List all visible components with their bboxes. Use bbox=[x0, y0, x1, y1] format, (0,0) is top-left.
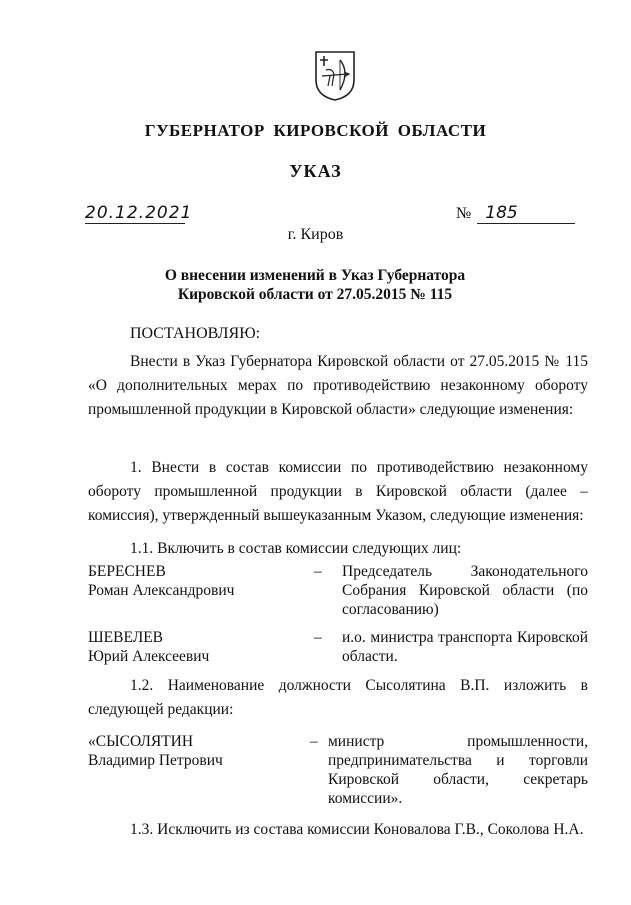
member-role: министр промышленности, предпринимательства и торговли Кировской области, секретарь комиссии». bbox=[328, 733, 588, 807]
document-number bbox=[456, 203, 584, 224]
number-value: 185 bbox=[477, 203, 575, 224]
document-subject bbox=[120, 266, 510, 304]
member-role: Председатель Законодательного Собрания Кировской области (по согласованию) bbox=[342, 563, 588, 618]
member-given-name: Владимир Петрович bbox=[88, 752, 223, 769]
coat-of-arms-icon bbox=[314, 50, 356, 102]
member-given-name: Роман Александрович bbox=[88, 582, 235, 599]
paragraph-1-2: 1.2. Наименование должности Сысолятина В.П. изложить в следующей редакции: bbox=[88, 677, 588, 718]
member-surname: «СЫСОЛЯТИН bbox=[88, 733, 194, 750]
number-label: № bbox=[456, 205, 472, 222]
subject-line-2: Кировской области от 27.05.2015 № 115 bbox=[177, 286, 453, 303]
paragraph-1-3: 1.3. Исключить из состава комиссии Коновалова Г.В., Соколова Н.А. bbox=[130, 821, 584, 838]
document-city: г. Киров bbox=[287, 226, 344, 243]
decree-word: ПОСТАНОВЛЯЮ: bbox=[130, 325, 261, 342]
member-entry bbox=[88, 628, 588, 668]
member-name bbox=[88, 562, 288, 600]
member-role: и.о. министра транспорта Кировской области. bbox=[342, 629, 588, 665]
member-name bbox=[88, 732, 288, 770]
member-entry bbox=[88, 562, 588, 622]
paragraph-1-1: 1.1. Включить в состав комиссии следующих лиц: bbox=[130, 540, 462, 557]
member-dash: – bbox=[314, 563, 322, 580]
member-surname: ШЕВЕЛЕВ bbox=[88, 629, 164, 646]
member-name bbox=[88, 628, 288, 666]
member-given-name: Юрий Алексеевич bbox=[88, 648, 210, 665]
subject-line-1: О внесении изменений в Указ Губернатора bbox=[164, 267, 466, 284]
document-type: УКАЗ bbox=[289, 161, 342, 181]
member-dash: – bbox=[314, 629, 322, 646]
member-dash: – bbox=[310, 733, 318, 750]
member-entry bbox=[88, 732, 588, 812]
issuing-authority: ГУБЕРНАТОР КИРОВСКОЙ ОБЛАСТИ bbox=[144, 121, 487, 140]
paragraph-intro: Внести в Указ Губернатора Кировской области от 27.05.2015 № 115 «О дополнительных мерах по противодействию незаконному обороту промышленной продукции в Кировской области» следующие изменения: bbox=[88, 353, 588, 418]
member-surname: БЕРЕСНЕВ bbox=[88, 563, 166, 580]
document-date: 20.12.2021 bbox=[85, 203, 193, 223]
paragraph-1: 1. Внести в состав комиссии по противодействию незаконному обороту промышленной продукции в Кировской области (далее – комиссия), утвержденный вышеуказанным Указом, следующие изменения: bbox=[88, 459, 588, 524]
